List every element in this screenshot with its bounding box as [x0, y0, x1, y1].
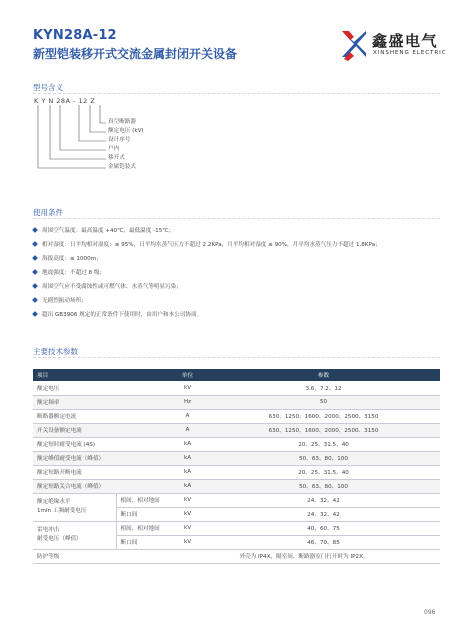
- row-item-line: 雷电冲击: [37, 527, 60, 533]
- row-unit: kA: [168, 479, 207, 493]
- page-number: 096: [424, 609, 436, 616]
- column-header-unit: 单位: [168, 369, 207, 381]
- model-code-tree-diagram: [34, 103, 114, 173]
- table-row: [33, 437, 440, 451]
- row-subitem: 相间、相对地间: [116, 493, 168, 507]
- row-unit: kA: [168, 451, 207, 465]
- condition-item: [33, 310, 202, 318]
- row-subitem: 断口间: [116, 507, 168, 521]
- row-value: 46、70、85: [207, 535, 440, 549]
- table-row: [33, 521, 440, 535]
- diamond-bullet-icon: [32, 297, 38, 303]
- column-header-value: 参数: [207, 369, 440, 381]
- table-row: [33, 549, 440, 563]
- row-unit: kV: [168, 521, 207, 535]
- logo-english-name: XINSHENG ELECTRIC: [373, 50, 447, 56]
- row-value: 50: [207, 395, 440, 409]
- row-value: 630、1250、1600、2000、2500、3150: [207, 409, 440, 423]
- condition-text: 周围空气应不受腐蚀性或可燃气体、水蒸气等明显污染；: [42, 284, 182, 290]
- model-legend-item: 真空断路器: [108, 119, 136, 125]
- condition-text: 地震强度：不超过 8 级；: [42, 270, 106, 276]
- row-item: 防护等级: [33, 549, 168, 563]
- table-row: [33, 451, 440, 465]
- row-value: 24、32、42: [207, 507, 440, 521]
- model-legend-item: 额定电压 (kV): [108, 128, 144, 134]
- condition-item: [33, 268, 105, 276]
- column-header-item: 项目: [33, 369, 168, 381]
- condition-text: 周围空气温度：最高温度 +40℃，最低温度 -15℃；: [42, 228, 175, 234]
- row-value: 24、32、42: [207, 493, 440, 507]
- row-item-line: 耐受电压（峰值）: [37, 536, 82, 542]
- row-item: 额定电压: [33, 381, 168, 395]
- row-unit: Hz: [168, 395, 207, 409]
- condition-text: 无剧烈振动场所；: [42, 298, 87, 304]
- section-divider: [33, 93, 440, 94]
- company-logo: [340, 28, 445, 62]
- row-subitem: 相间、相对地间: [116, 521, 168, 535]
- row-value: 50、63、80、100: [207, 451, 440, 465]
- diamond-bullet-icon: [32, 227, 38, 233]
- row-unit: kV: [168, 381, 207, 395]
- row-item: 额定短时耐受电流 (4S): [33, 437, 168, 451]
- row-unit: A: [168, 423, 207, 437]
- condition-item: [33, 296, 87, 304]
- row-unit: kV: [168, 493, 207, 507]
- table-row: [33, 465, 440, 479]
- condition-text: 海拔高度：≤ 1000m；: [42, 256, 102, 262]
- row-item: 额定短路关合电流（峰值）: [33, 479, 168, 493]
- row-unit: kA: [168, 437, 207, 451]
- row-item: 额定短路开断电流: [33, 465, 168, 479]
- table-row: [33, 409, 440, 423]
- condition-item: [33, 282, 182, 290]
- row-item-group: [33, 521, 116, 549]
- model-section-heading: 型号含义: [33, 83, 63, 92]
- model-code: K Y N 28A - 12 Z: [34, 97, 96, 105]
- product-name-title: 新型铠装移开式交流金属封闭开关设备: [33, 47, 238, 61]
- row-value: 20、25、31.5、40: [207, 437, 440, 451]
- product-model-title: KYN28A-12: [33, 28, 117, 43]
- table-row: [33, 479, 440, 493]
- condition-text: 相对湿度：日平均相对湿度：≤ 95%，日平均水蒸气压力不超过 2.2KPa，月平均相对湿度 ≤ 90%，月平均水蒸气压力不超过 1.8KPa；: [42, 242, 381, 248]
- row-value: 外壳为 IP4X，隔室间、断路器室门打开时为 IP2X。: [168, 549, 440, 563]
- row-item-line: 1min 工频耐受电压: [37, 508, 87, 514]
- table-row: [33, 395, 440, 409]
- row-item: 断路器额定电流: [33, 409, 168, 423]
- condition-item: [33, 226, 174, 234]
- model-legend-item: 户内: [108, 146, 120, 152]
- row-unit: A: [168, 409, 207, 423]
- specs-section-heading: 主要技术参数: [33, 347, 78, 356]
- row-subitem: 断口间: [116, 535, 168, 549]
- diamond-bullet-icon: [32, 241, 38, 247]
- row-item-group: [33, 493, 116, 521]
- section-divider: [33, 357, 440, 358]
- diamond-bullet-icon: [32, 255, 38, 261]
- logo-chinese-name: 鑫盛电气: [372, 32, 439, 50]
- logo-mark-icon: [340, 28, 368, 62]
- condition-item: [33, 254, 102, 262]
- diamond-bullet-icon: [32, 283, 38, 289]
- condition-item: [33, 240, 381, 248]
- row-value: 50、63、80、100: [207, 479, 440, 493]
- model-legend-item: 移开式: [108, 155, 125, 161]
- model-legend-item: 设计序号: [108, 137, 131, 143]
- specs-table: [33, 369, 440, 564]
- row-item: 额定频率: [33, 395, 168, 409]
- row-unit: kV: [168, 507, 207, 521]
- diamond-bullet-icon: [32, 269, 38, 275]
- table-row: [33, 493, 440, 507]
- table-row: [33, 381, 440, 395]
- row-value: 3.6、7.2、12: [207, 381, 440, 395]
- condition-text: 超出 GB3906 规定的正常条件下使用时，由用户和本公司协商。: [42, 312, 203, 318]
- model-legend-item: 金属铠装式: [108, 164, 136, 170]
- row-item: 额定峰值耐受电流（峰值）: [33, 451, 168, 465]
- table-header-row: [33, 369, 440, 381]
- diamond-bullet-icon: [32, 311, 38, 317]
- row-unit: kA: [168, 465, 207, 479]
- table-row: [33, 423, 440, 437]
- row-value: 40、60、75: [207, 521, 440, 535]
- row-unit: kV: [168, 535, 207, 549]
- row-item-line: 额定绝缘水平: [37, 499, 71, 505]
- row-value: 630、1250、1600、2000、2500、3150: [207, 423, 440, 437]
- row-item: 开关设备额定电流: [33, 423, 168, 437]
- row-value: 20、25、31.5、40: [207, 465, 440, 479]
- conditions-section-heading: 使用条件: [33, 208, 63, 217]
- section-divider: [33, 218, 440, 219]
